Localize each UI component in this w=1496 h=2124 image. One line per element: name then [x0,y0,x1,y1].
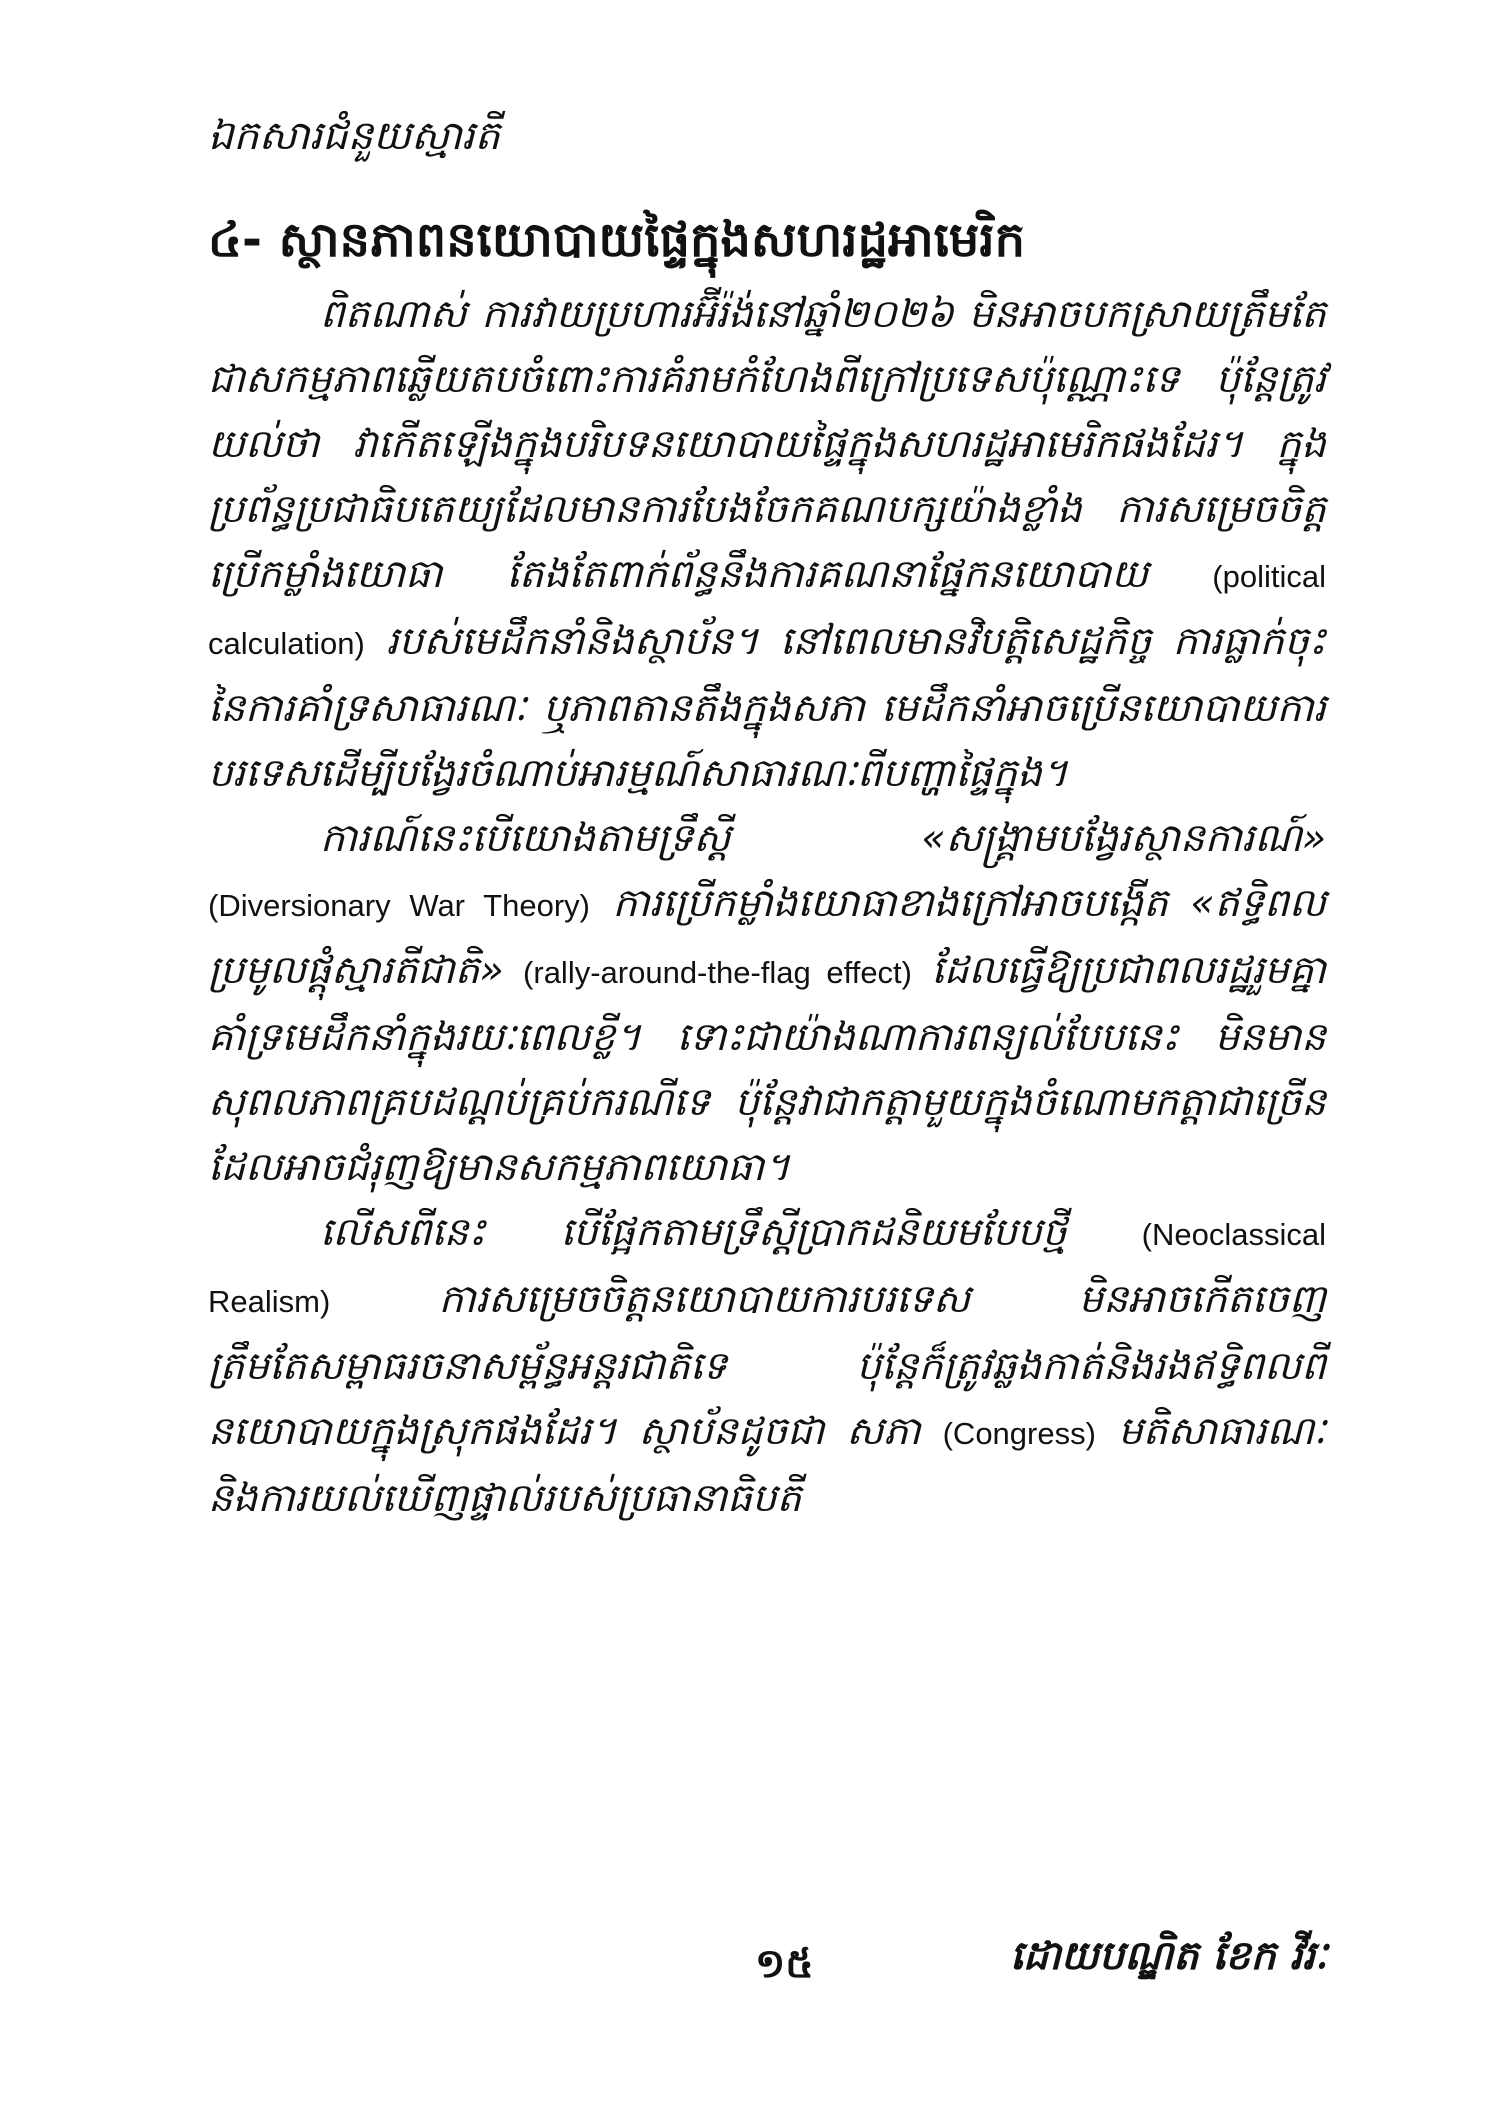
running-header: ឯកសារជំនួយស្មារតី [208,113,500,159]
text-segment: ការសម្រេចចិត្តនយោបាយការបរទេស មិនអាចកើតចេញត្រឹមតែសម្ពាធរចនាសម្ព័ន្ធអន្តរជាតិទេ ប៉ុន្តែក៏ត្រូវឆ្លងកាត់និងរងឥទ្ធិពលពីនយោបាយក្នុងស្រុកផងដែរ។ ស្ថាប័នដូចជា សភា [208,1277,1326,1454]
page-number: ១៥ [755,1941,814,1987]
english-term: (political calculation) [208,559,1326,661]
paragraph [208,1200,1326,1531]
body-text [208,282,1326,1531]
text-segment: មតិសាធារណៈ និងការយល់ឃើញផ្ទាល់របស់ប្រធានាធិបតី [208,1409,1326,1521]
text-segment: លើសពីនេះ បើផ្អែកតាមទ្រឹស្ដីប្រាកដនិយមបែបថ្មី [320,1210,1142,1255]
english-term: (Neoclassical Realism) [208,1217,1326,1319]
paragraph [208,806,1326,1200]
text-segment: ការប្រើកម្លាំងយោធាខាងក្រៅអាចបង្កើត «ឥទ្ធិពលប្រមូលផ្ដុំស្មារតីជាតិ» [208,881,1326,993]
english-term: (Congress) [942,1416,1096,1451]
english-term: (rally-around-the-flag effect) [523,955,912,990]
section-title: ៤- ស្ថានភាពនយោបាយផ្ទៃក្នុងសហរដ្ឋអាមេរិក [208,212,1026,268]
paragraph [208,282,1326,806]
author-credit: ដោយបណ្ឌិត ខែក វីរៈ [1010,1933,1328,1979]
text-segment: ដែលធ្វើឱ្យប្រជាពលរដ្ឋរួមគ្នាគាំទ្រមេដឹកនាំក្នុងរយៈពេលខ្លី។ ទោះជាយ៉ាងណាការពន្យល់បែបនេះ មិនមានសុពលភាពគ្របដណ្ដប់គ្រប់ករណីទេ ប៉ុន្តែវាជាកត្តាមួយក្នុងចំណោមកត្តាជាច្រើនដែលអាចជំរុញឱ្យមានសកម្មភាពយោធា។ [208,948,1326,1190]
text-segment: ពិតណាស់ ការវាយប្រហារអ៊ីរ៉ង់នៅឆ្នាំ២០២៦ មិនអាចបកស្រាយត្រឹមតែជាសកម្មភាពឆ្លើយតបចំពោះការគំរាមកំហែងពីក្រៅប្រទេសប៉ុណ្ណោះទេ ប៉ុន្តែត្រូវយល់ថា វាកើតឡើងក្នុងបរិបទនយោបាយផ្ទៃក្នុងសហរដ្ឋអាមេរិកផងដែរ។ ក្នុងប្រព័ន្ធប្រជាធិបតេយ្យដែលមានការបែងចែកគណបក្សយ៉ាងខ្លាំង ការសម្រេចចិត្តប្រើកម្លាំងយោធា តែងតែពាក់ព័ន្ធនឹងការគណនាផ្នែកនយោបាយ [208,292,1326,597]
text-segment: របស់មេដឹកនាំនិងស្ថាប័ន។ នៅពេលមានវិបត្តិសេដ្ឋកិច្ច ការធ្លាក់ចុះនៃការគាំទ្រសាធារណៈ ឬភាពតានតឹងក្នុងសភា មេដឹកនាំអាចប្រើនយោបាយការបរទេសដើម្បីបង្វែរចំណាប់អារម្មណ៍សាធារណៈពីបញ្ហាផ្ទៃក្នុង។ [208,619,1326,796]
text-segment: ការណ៍នេះបើយោងតាមទ្រឹស្ដី «សង្គ្រាមបង្វែរស្ថានការណ៍» [320,816,1326,861]
english-term: (Diversionary War Theory) [208,888,590,923]
